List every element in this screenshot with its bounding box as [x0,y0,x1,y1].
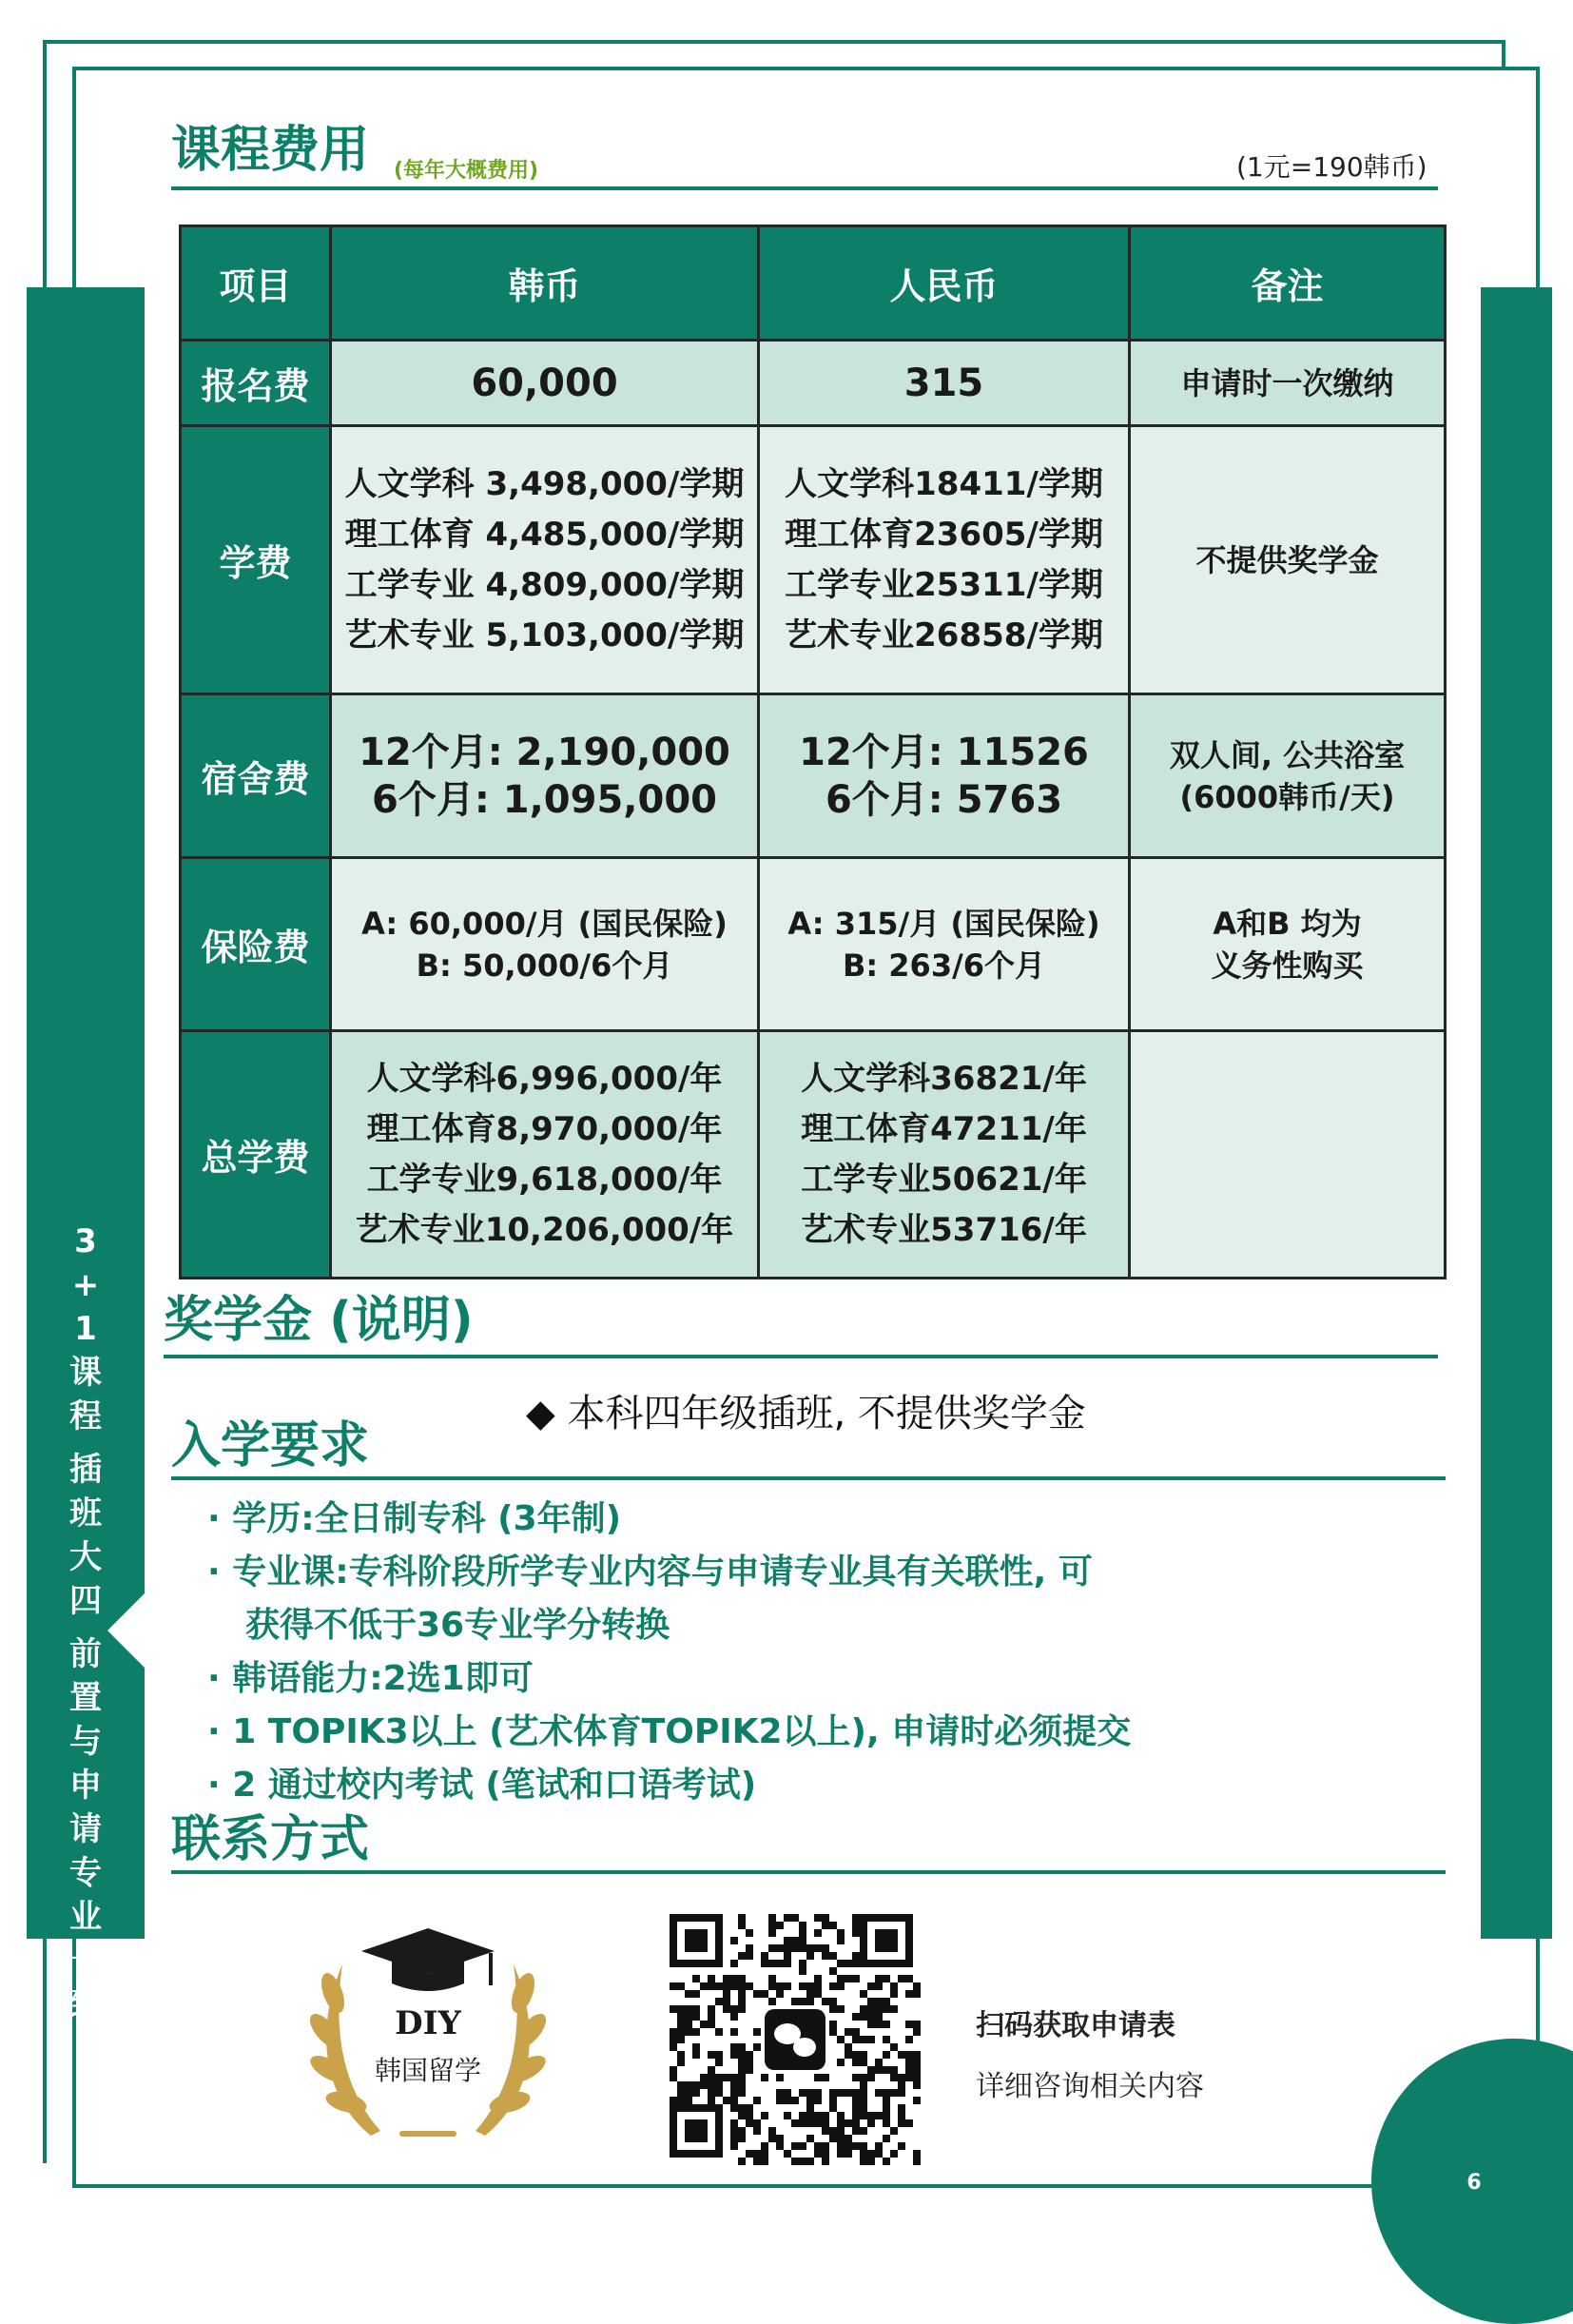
side-label-char: 与 [69,1723,102,1761]
scholarship-title: 奖学金 (说明) [164,1292,474,1349]
cell-line: 义务性购买 [1211,947,1364,984]
cell-line: B: 263/6个月 [842,947,1046,984]
cell-line: 工学专业 4,809,000/学期 [344,565,745,604]
cell-cny [759,694,1130,858]
row-header: 报名费 [181,341,331,426]
admission-item: · 学历:全日制专科 (3年制) [207,1499,622,1538]
side-label-char: 课 [69,1354,102,1392]
admission-item: · 2 通过校内考试 (笔试和口语考试) [207,1766,757,1805]
cell-note [1130,858,1446,1031]
cell-krw [331,341,759,426]
fees-rule [171,186,1438,190]
fees-header-row [181,226,1446,341]
side-label-char: 前 [69,1635,102,1673]
cell-line: 理工体育23605/学期 [785,515,1103,554]
side-label-char: 致 [69,1985,102,2023]
cell-line: 申请时一次缴纳 [1180,364,1394,401]
diy-logo [304,1917,552,2155]
cell-line: 工学专业50621/年 [801,1160,1087,1199]
side-label-char: 置 [69,1679,102,1717]
cell-krw [331,694,759,858]
exchange-rate: (1元=190韩币) [1236,151,1427,183]
cell-line: 艺术专业 5,103,000/学期 [344,615,745,654]
cell-note [1130,341,1446,426]
side-label-char: 程 [69,1397,102,1435]
detail-text: 详细咨询相关内容 [976,2070,1204,2103]
cell-line: 工学专业9,618,000/年 [366,1160,723,1199]
cell-cny [759,858,1130,1031]
admission-rule [171,1476,1446,1480]
row-header: 保险费 [181,858,331,1031]
logo-text-study: 韩国留学 [374,2055,481,2086]
row-header: 总学费 [181,1031,331,1279]
cell-cny [759,341,1130,426]
contact-rule [171,1870,1446,1874]
logo-text-diy: DIY [395,2004,461,2042]
cell-line: 人文学科18411/学期 [785,464,1103,503]
col-header-note: 备注 [1130,226,1446,341]
fees-row [181,858,1446,1031]
cell-line: 艺术专业26858/学期 [785,615,1103,654]
side-label-char: 插 [69,1451,102,1489]
cell-line: (6000韩币/天) [1179,778,1395,815]
cell-line: A: 315/月 (国民保险) [787,905,1100,942]
cell-line: 不提供奖学金 [1195,541,1379,578]
side-label-char: 1 [74,1310,97,1348]
row-header: 宿舍费 [181,694,331,858]
qr-code-image [670,1914,921,2165]
admission-title: 入学要求 [171,1417,370,1474]
scholarship-note: ◆ 本科四年级插班, 不提供奖学金 [526,1392,1086,1435]
fees-title: 课程费用 [171,122,370,179]
side-label-char [27,1438,145,1448]
cell-cny [759,426,1130,694]
side-label-char: 一 [69,1942,102,1980]
side-label [27,1220,145,2026]
side-label-char: 申 [69,1767,102,1805]
cell-line: 艺术专业10,206,000/年 [355,1210,734,1249]
cell-line: 艺术专业53716/年 [801,1210,1087,1249]
cell-line: 理工体育47211/年 [801,1109,1087,1148]
side-label-char [27,1623,145,1632]
side-label-char: 业 [69,1898,102,1936]
cell-line: A和B 均为 [1213,905,1362,942]
cell-krw [331,426,759,694]
cell-line: 60,000 [471,361,618,405]
side-label-char: 班 [69,1494,102,1533]
side-label-char: 四 [69,1582,102,1620]
cell-line: 工学专业25311/学期 [785,565,1103,604]
admission-item: 获得不低于36专业学分转换 [245,1606,670,1645]
fees-table [179,225,1447,1279]
fees-row [181,341,1446,426]
col-header-item: 项目 [181,226,331,341]
side-label-char: 专 [69,1854,102,1892]
col-header-cny: 人民币 [759,226,1130,341]
cell-krw [331,1031,759,1279]
cell-line: 12个月: 11526 [799,730,1089,774]
cell-note [1130,426,1446,694]
cell-note [1130,694,1446,858]
admission-item: · 1 TOPIK3以上 (艺术体育TOPIK2以上), 申请时必须提交 [207,1712,1132,1751]
contact-title: 联系方式 [171,1811,370,1868]
scholarship-rule [164,1355,1438,1358]
page-number: 6 [1466,2171,1482,2195]
cell-cny [759,1031,1130,1279]
cell-line: 理工体育 4,485,000/学期 [344,515,745,554]
cell-krw [331,858,759,1031]
row-header: 学费 [181,426,331,694]
col-header-krw: 韩币 [331,226,759,341]
fees-row [181,1031,1446,1279]
fees-row [181,694,1446,858]
admission-item: · 专业课:专科阶段所学专业内容与申请专业具有关联性, 可 [207,1553,1093,1592]
cell-line: 315 [903,361,984,405]
side-label-char: 请 [69,1810,102,1848]
cell-line: 人文学科 3,498,000/学期 [344,464,745,503]
cell-line: 12个月: 2,190,000 [359,730,730,774]
admission-item: · 韩语能力:2选1即可 [207,1659,534,1698]
cell-line: B: 50,000/6个月 [416,947,673,984]
scan-text: 扫码获取申请表 [976,2009,1175,2042]
fees-row [181,426,1446,694]
side-band-right [1481,287,1552,1939]
qr-code[interactable] [670,1914,921,2165]
cell-line: 6个月: 1,095,000 [372,777,717,822]
cell-line: 双人间, 公共浴室 [1169,736,1406,773]
cell-line: 人文学科6,996,000/年 [366,1059,723,1098]
cell-line: 6个月: 5763 [825,777,1063,822]
side-label-char: + [71,1266,100,1304]
cell-line: 人文学科36821/年 [801,1059,1087,1098]
cell-line: A: 60,000/月 (国民保险) [361,905,728,942]
side-label-char: 大 [69,1538,102,1576]
cell-note [1130,1031,1446,1279]
fees-subtitle: (每年大概费用) [394,159,539,183]
cell-line: 理工体育8,970,000/年 [366,1109,723,1148]
graduation-cap-icon [361,1928,495,1991]
side-label-char: 3 [74,1222,97,1260]
side-band-left [27,287,145,2023]
